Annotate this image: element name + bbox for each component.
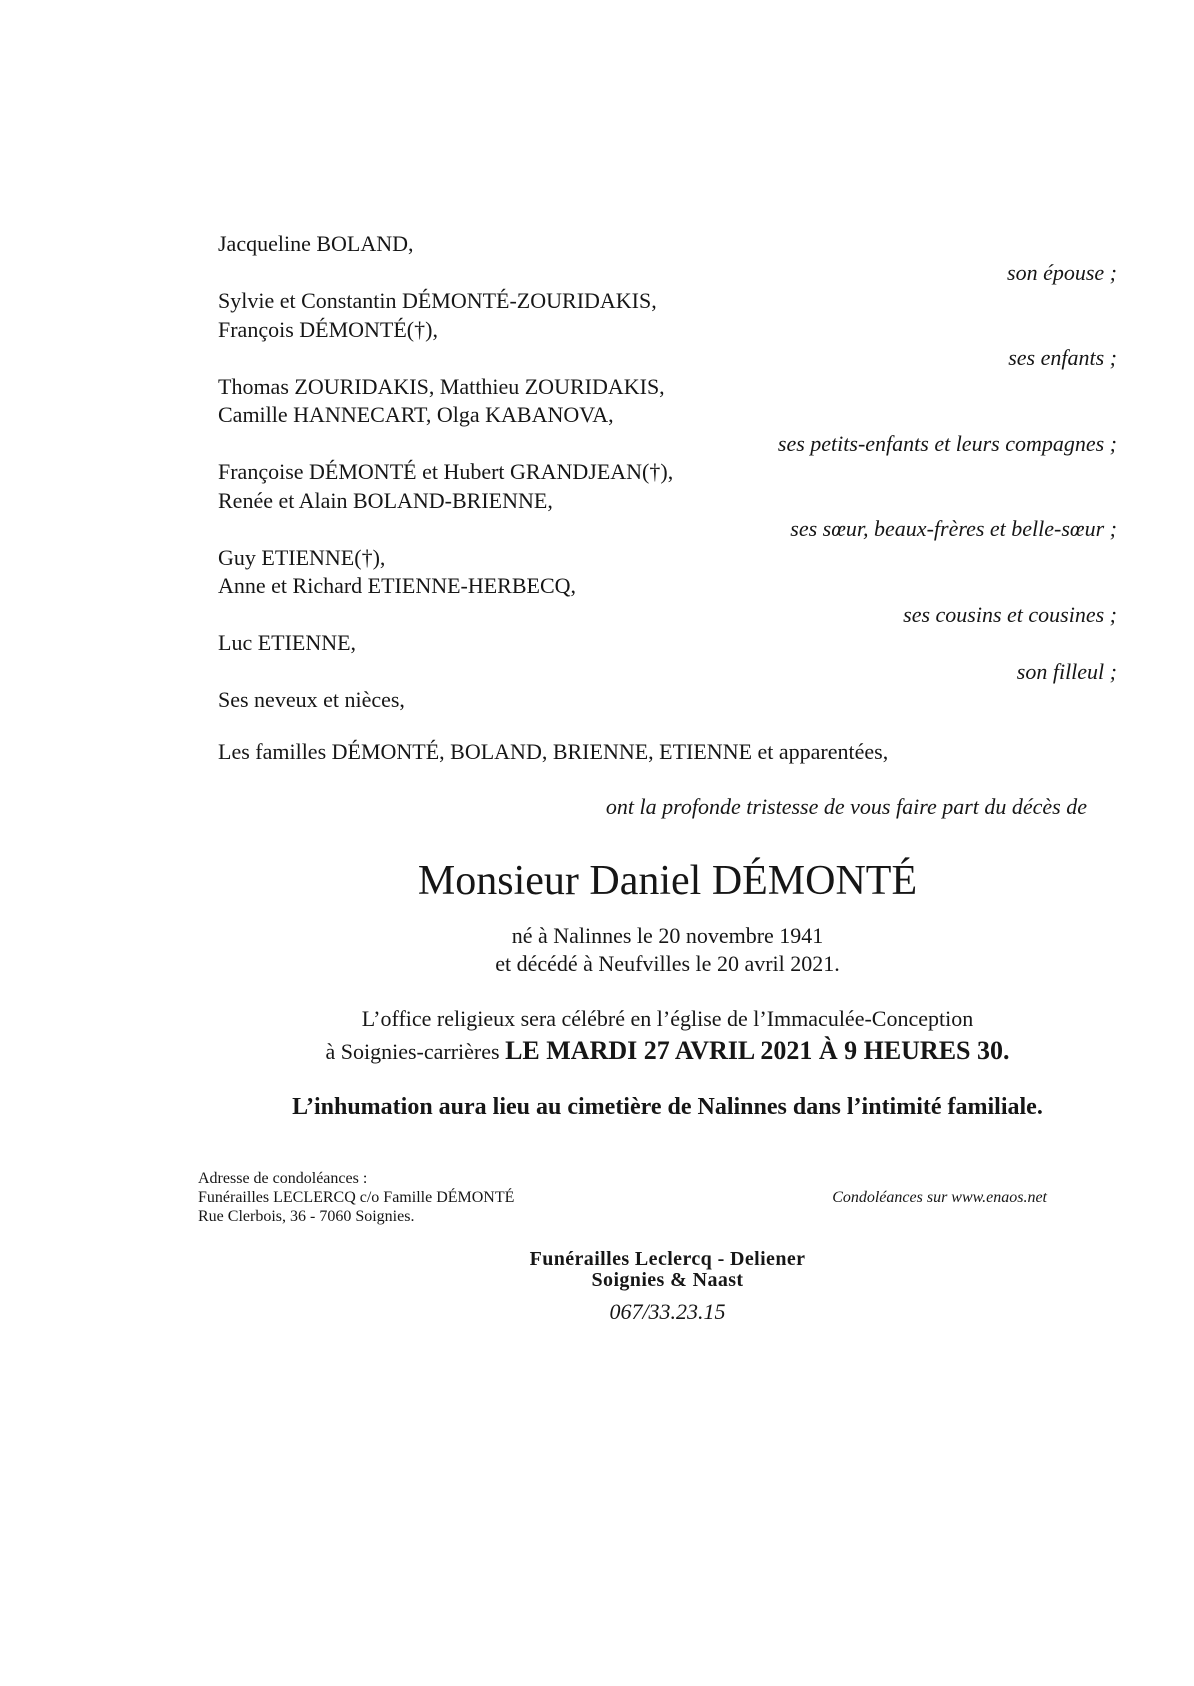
relationship-label: ses cousins et cousines ; [903, 601, 1117, 627]
funeral-home-name: Funérailles Leclercq - Deliener [529, 1247, 806, 1270]
condolence-address-line-2: Rue Clerbois, 36 - 7060 Soignies. [198, 1207, 415, 1225]
relative-names-line: Sylvie et Constantin DÉMONTÉ-ZOURIDAKIS, [218, 288, 657, 313]
death-line: et décédé à Neufvilles le 20 avril 2021. [495, 951, 840, 976]
relationship-label: ses enfants ; [1008, 345, 1117, 370]
relative-names-line: Luc ETIENNE, [218, 630, 357, 655]
relationship-label: son épouse ; [1007, 259, 1117, 285]
relationship-label: ses petits-enfants et leurs compagnes ; [777, 430, 1117, 456]
relative-names-line: Anne et Richard ETIENNE-HERBECQ, [218, 573, 577, 598]
relative-names-line: Françoise DÉMONTÉ et Hubert GRANDJEAN(†), [218, 459, 674, 484]
relative-names-line: Renée et Alain BOLAND-BRIENNE, [218, 487, 553, 513]
relative-names-line: Thomas ZOURIDAKIS, Matthieu ZOURIDAKIS, [218, 373, 665, 399]
relative-names-line: François DÉMONTÉ(†), [218, 316, 438, 342]
relative-names-line: Guy ETIENNE(†), [218, 544, 386, 570]
service-location: à Soignies-carrières [325, 1038, 506, 1064]
relative-names-line: Camille HANNECART, Olga KABANOVA, [218, 402, 614, 427]
deceased-name: Monsieur Daniel DÉMONTÉ [417, 857, 918, 904]
birth-line: né à Nalinnes le 20 novembre 1941 [511, 922, 824, 948]
relationship-label: son filleul ; [1016, 658, 1117, 684]
condolence-address-label: Adresse de condoléances : [198, 1169, 368, 1187]
relationship-label: ses sœur, beaux-frères et belle-sœur ; [790, 516, 1117, 541]
condolence-block [198, 1169, 1117, 1226]
service-line-2 [218, 1034, 1117, 1069]
families-line: Les familles DÉMONTÉ, BOLAND, BRIENNE, ETIENNE et apparentées, [218, 738, 889, 764]
intro-line: ont la profonde tristesse de vous faire part du décès de [605, 794, 1087, 819]
funeral-home-phone: 067/33.23.15 [609, 1298, 726, 1324]
relative-names-line: Ses neveux et nièces, [218, 687, 405, 712]
service-datetime: LE MARDI 27 AVRIL 2021 À 9 HEURES 30. [505, 1035, 1010, 1065]
relative-names-line: Jacqueline BOLAND, [218, 231, 414, 256]
burial-line: L’inhumation aura lieu au cimetière de Nalinnes dans l’intimité familiale. [292, 1093, 1043, 1120]
service-line-1: L’office religieux sera célébré en l’église de l’Immaculée-Conception [361, 1005, 974, 1031]
condolence-address-line-1: Funérailles LECLERCQ c/o Famille DÉMONTÉ [198, 1188, 515, 1206]
funeral-home-location: Soignies & Naast [591, 1268, 744, 1291]
online-condolences-note: Condoléances sur www.enaos.net [832, 1188, 1047, 1206]
